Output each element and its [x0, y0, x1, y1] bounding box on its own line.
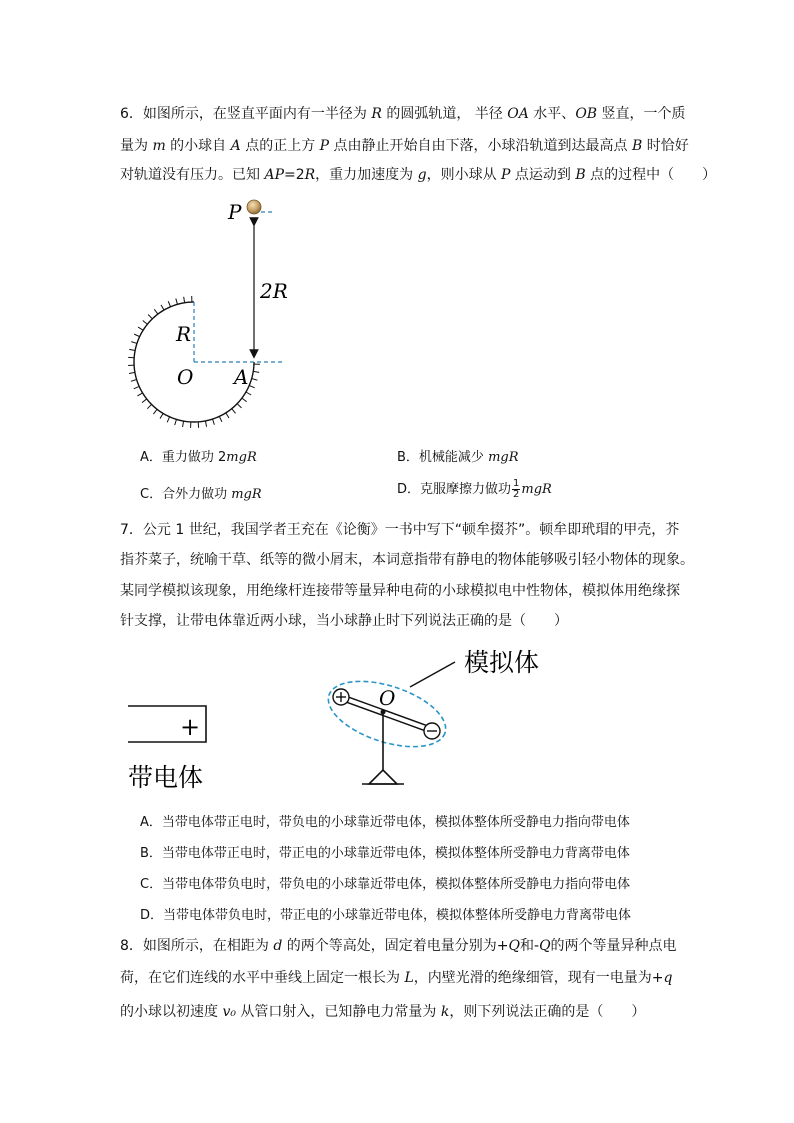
- q8-line-1: 8．如图所示，在相距为 d 的两个等高处，固定着电量分别为+Q和-Q的两个等量异种点电: [120, 938, 677, 954]
- q6-line-2: 量为 m 的小球自 A 点的正上方 P 点由静止开始自由下落，小球沿轨道到达最高点 B 时恰好: [120, 138, 689, 154]
- label-O: O: [177, 365, 194, 389]
- fraction-half: $\frac{1}{2}$: [513, 478, 520, 500]
- q7-option-d[interactable]: D．当带电体带负电时，带正电的小球靠近带电体，模拟体整体所受静电力背离带电体: [140, 908, 632, 923]
- label-O-pivot: O: [379, 686, 396, 710]
- q7-line-3: 某同学模拟该现象，用绝缘杆连接带等量异种电荷的小球模拟电中性物体，模拟体用绝缘探: [120, 583, 680, 599]
- label-charged-body: 带电体: [128, 763, 204, 792]
- q8-line-3: 的小球以初速度 v₀ 从管口射入，已知静电力常量为 k，则下列说法正确的是（ ）: [120, 1004, 646, 1020]
- label-A: A: [234, 365, 249, 389]
- leader-line: [410, 662, 455, 687]
- q6-option-a[interactable]: A．重力做功 2mgR: [140, 450, 257, 465]
- q7-line-1: 7．公元 1 世纪，我国学者王充在《论衡》一书中写下“顿牟掇芥”。顿牟即玳瑁的甲壳，芥: [120, 522, 680, 538]
- pivot-O: [381, 710, 386, 715]
- q6-line-1: 6．如图所示，在竖直平面内有一半径为 R 的圆弧轨道， 半径 OA 水平、OB 竖直，一个质: [120, 106, 686, 122]
- label-R: R: [176, 322, 192, 346]
- q8-line-2: 荷，在它们连线的水平中垂线上固定一根长为 L，内壁光滑的绝缘细管，现有一电量为+q: [120, 970, 673, 986]
- label-2R: 2R: [260, 279, 288, 303]
- q7-line-4: 针支撑，让带电体靠近两小球，当小球静止时下列说法正确的是（ ）: [120, 613, 568, 629]
- q6-option-b[interactable]: B．机械能减少 mgR: [397, 450, 519, 465]
- charged-body-plus: +: [180, 713, 201, 741]
- q6-line-3: 对轨道没有压力。已知 AP=2R，重力加速度为 g，则小球从 P 点运动到 B 点的过程中（ ）: [120, 167, 717, 183]
- q7-option-a[interactable]: A．当带电体带正电时，带负电的小球靠近带电体，模拟体整体所受静电力指向带电体: [140, 815, 630, 830]
- q6-option-d[interactable]: D．克服摩擦力做功 $\frac{1}{2}$ mgR: [397, 478, 552, 500]
- q7-option-c[interactable]: C．当带电体带负电时，带负电的小球靠近带电体，模拟体整体所受静电力指向带电体: [140, 877, 631, 892]
- label-P: P: [228, 200, 242, 224]
- label-model: 模拟体: [464, 648, 540, 677]
- q7-line-2: 指芥菜子，统喻干草、纸等的微小屑末，本词意指带有静电的物体能够吸引轻小物体的现象。: [120, 552, 694, 568]
- q6-option-c[interactable]: C．合外力做功 mgR: [140, 487, 262, 502]
- support-base: [369, 770, 397, 784]
- q7-option-b[interactable]: B．当带电体带正电时，带正电的小球靠近带电体，模拟体整体所受静电力背离带电体: [140, 846, 630, 861]
